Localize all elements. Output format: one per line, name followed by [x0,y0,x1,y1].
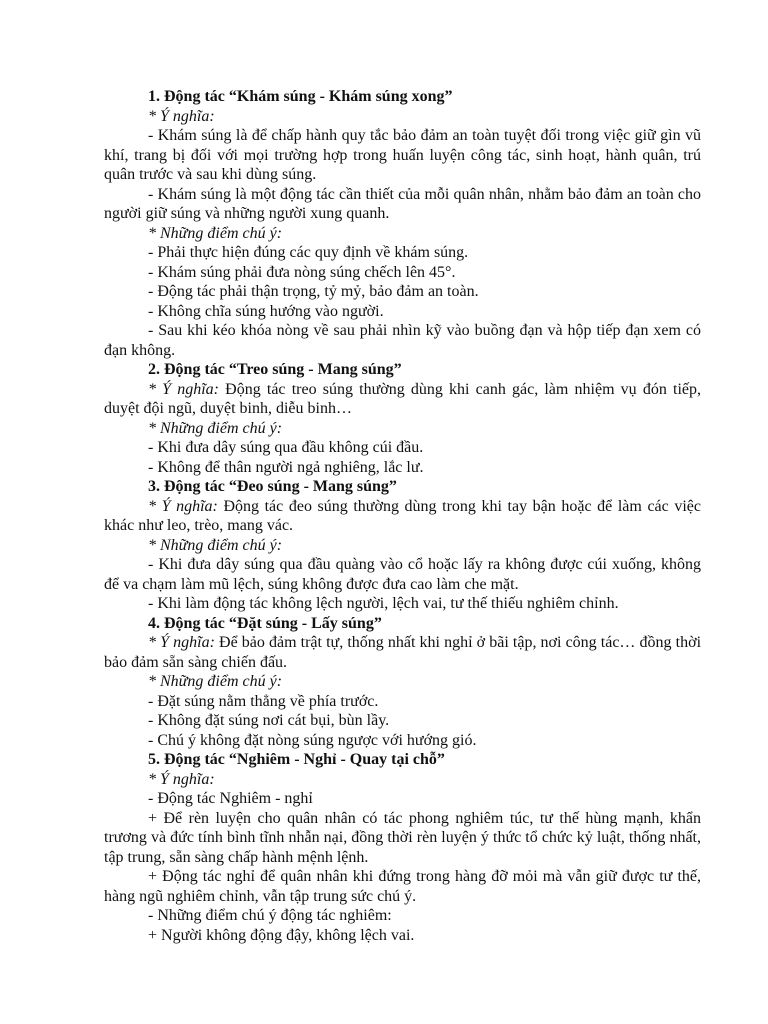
section-5-meaning-label: * Ý nghĩa: [148,770,215,788]
section-2-notes-label: * Những điểm chú ý: [148,419,283,437]
section-1-notes-label: * Những điểm chú ý: [148,224,283,242]
section-2-note: - Khi đưa dây súng qua đầu không cúi đầu. [148,439,424,456]
section-1-note: - Khám súng phải đưa nòng súng chếch lên 45°. [148,263,456,281]
section-5-line: + Để rèn luyện cho quân nhân có tác phong nghiêm túc, tư thế hùng mạnh, khẩn trương và đức tính bình tĩnh nhẫn nại, đồng thời rèn luyện ý thức tổ chức kỷ luật, thống nhất, tập trung, sẵn sàng chấp hành mệnh lệnh. [104,809,701,866]
section-1-paragraph: - Khám súng là để chấp hành quy tắc bảo đảm an toàn tuyệt đối trong việc giữ gìn vũ khí, trang bị đối với mọi trường hợp trong huấn luyện công tác, sinh hoạt, hành quân, trú quân trước và sau khi dùng súng. [104,127,701,183]
section-5-heading: 5. Động tác “Nghiêm - Nghỉ - Quay tại chỗ” [148,751,445,768]
section-5-line: + Người không động đậy, không lệch vai. [148,926,415,944]
section-3-note: - Khi đưa dây súng qua đầu quàng vào cổ hoặc lấy ra không được cúi xuống, không để va chạm làm mũ lệch, súng không được đưa cao làm che mặt. [104,556,701,593]
section-2-meaning [104,380,701,419]
section-1-note: - Động tác phải thận trọng, tỷ mỷ, bảo đảm an toàn. [148,283,479,300]
section-4-meaning [104,633,701,672]
section-2-meaning-text: Động tác treo súng thường dùng khi canh gác, làm nhiệm vụ đón tiếp, duyệt đội ngũ, duyệt binh, diễu binh… [104,380,701,417]
section-4-meaning-label: * Ý nghĩa: [148,634,215,651]
section-1-note: - Sau khi kéo khóa nòng về sau phải nhìn kỹ vào buồng đạn và hộp tiếp đạn xem có đạn không. [104,322,701,359]
section-3-meaning-label: * Ý nghĩa: [148,497,218,515]
section-4-note: - Chú ý không đặt nòng súng ngược với hướng gió. [148,731,477,749]
section-1-note: - Không chĩa súng hướng vào người. [148,302,384,320]
section-1-note: - Phải thực hiện đúng các quy định về khám súng. [148,244,469,261]
section-3-notes-label: * Những điểm chú ý: [148,536,283,554]
section-4-heading: 4. Động tác “Đặt súng - Lấy súng” [148,614,382,632]
section-1-paragraph: - Khám súng là một động tác cần thiết của mỗi quân nhân, nhằm bảo đảm an toàn cho người giữ súng và những người xung quanh. [104,185,701,222]
section-1-heading: 1. Động tác “Khám súng - Khám súng xong” [148,88,453,105]
section-3-heading: 3. Động tác “Đeo súng - Mang súng” [148,478,397,495]
section-3-note: - Khi làm động tác không lệch người, lệch vai, tư thế thiếu nghiêm chỉnh. [148,595,619,612]
section-4-meaning-text: Để bảo đảm trật tự, thống nhất khi nghỉ ở bãi tập, nơi công tác… đồng thời bảo đảm sẵn sàng chiến đấu. [104,634,702,671]
section-4-note: - Không đặt súng nơi cát bụi, bùn lầy. [148,712,390,729]
section-3-meaning-text: Động tác đeo súng thường dùng trong khi tay bận hoặc để làm các việc khác như leo, trèo, mang vác. [104,497,701,534]
section-5-line: + Động tác nghỉ để quân nhân khi đứng trong hàng đỡ mỏi mà vẫn giữ được tư thế, hàng ngũ nghiêm chỉnh, vẫn tập trung sức chú ý. [104,868,701,905]
section-1-meaning-label: * Ý nghĩa: [148,107,215,125]
section-3-meaning [104,497,701,536]
document-body [104,87,701,945]
section-5-line: - Động tác Nghiêm - nghỉ [148,790,313,807]
section-2-meaning-label: * Ý nghĩa: [148,380,219,398]
section-2-note: - Không để thân người ngả nghiêng, lắc lư. [148,458,424,476]
section-4-note: - Đặt súng nằm thẳng về phía trước. [148,692,379,710]
section-5-line: - Những điểm chú ý động tác nghiêm: [148,907,392,924]
section-2-heading: 2. Động tác “Treo súng - Mang súng” [148,361,402,378]
section-4-notes-label: * Những điểm chú ý: [148,673,283,690]
